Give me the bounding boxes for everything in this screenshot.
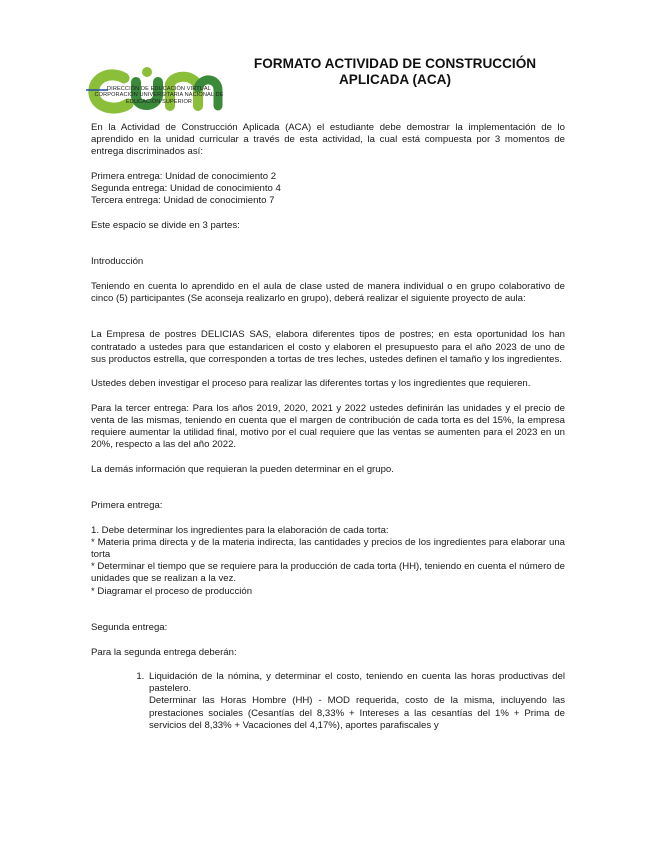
second-delivery-list <box>91 671 565 732</box>
first-delivery-items <box>91 525 565 598</box>
intro-paragraph: En la Actividad de Construcción Aplicada (ACA) el estudiante debe demostrar la implementación de lo aprendido en la unidad curricular a través de esta actividad, la cual está compuesta por 3 momentos de entrega discriminados así: <box>91 122 565 158</box>
introduction-paragraph: Teniendo en cuenta lo aprendido en el aula de clase usted de manera individual o en grupo colaborativo de cinco (5) participantes (Se aconseja realizarlo en grupo), deberá realizar el siguiente proyecto de aula: <box>91 280 565 304</box>
group-info-paragraph: La demás información que requieran la pueden determinar en el grupo. <box>91 463 394 475</box>
first-delivery-item: * Determinar el tiempo que se requiere para la producción de cada torta (HH), teniendo en cuenta el número de unidades que se realizan a la vez. <box>91 561 565 585</box>
investigate-paragraph: Ustedes deben investigar el proceso para realizar las diferentes tortas y los ingredientes que requieren. <box>91 378 531 390</box>
title-line-1: FORMATO ACTIVIDAD DE CONSTRUCCIÓN <box>253 56 537 71</box>
logo-caption <box>84 86 234 105</box>
second-delivery-heading: Segunda entrega: <box>91 622 168 634</box>
delivery-item: Tercera entrega: Unidad de conocimiento 7 <box>91 195 275 207</box>
second-delivery-intro: Para la segunda entrega deberán: <box>91 646 237 658</box>
first-delivery-item: * Diagramar el proceso de producción <box>91 585 253 597</box>
third-delivery-paragraph: Para la tercer entrega: Para los años 2019, 2020, 2021 y 2022 ustedes definirán las unidades y el precio de venta de las mismas, teniendo en cuenta que el margen de contribución de cada torta es del 15%, la empresa requiere aumentar la utilidad final, motivo por el cual requiere que las ventas se aumenten para el 2023 en un 20%, respecto a las del año 2022. <box>91 402 565 451</box>
delivery-item: Segunda entrega: Unidad de conocimiento 4 <box>91 183 281 194</box>
first-delivery-item: * Materia prima directa y de la materia indirecta, las cantidades y precios de los ingredientes para elaborar una torta <box>91 536 565 560</box>
delivery-item: Primera entrega: Unidad de conocimiento 2 <box>91 170 277 182</box>
deliveries-list <box>91 171 565 208</box>
document-body <box>91 122 565 732</box>
first-delivery-item: 1. Debe determinar los ingredientes para la elaboración de cada torta: <box>91 524 389 536</box>
second-delivery-item-detail: Determinar las Horas Hombre (HH) - MOD requerida, costo de la misma, incluyendo las prestaciones sociales (Cesantías del 8,33% + Intereses a las cesantías del 1% + Prima de servicios del 8,33% + Vacaciones del 4,17%), aportes parafiscales y <box>149 695 565 731</box>
first-delivery-heading: Primera entrega: <box>91 500 163 512</box>
company-paragraph: La Empresa de postres DELICIAS SAS, elabora diferentes tipos de postres; en esta oportunidad los han contratado a ustedes para que estandaricen el costo y elaboren el presupuesto para el año 2023 de uno de sus productos estrella, que corresponden a tortas de tres leches, ustedes definen el tamaño y los ingredientes. <box>91 329 565 365</box>
introduction-heading: Introducción <box>91 256 144 268</box>
institution-logo <box>84 66 224 116</box>
logo-line-2: CORPORACIÓN UNIVERSITARIA NACIONAL DE <box>94 92 224 99</box>
logo-line-1: DIRECCIÓN DE EDUCACIÓN VIRTUAL <box>107 86 211 92</box>
second-delivery-item <box>147 671 565 732</box>
title-line-2: APLICADA (ACA) <box>338 72 451 87</box>
space-divided-text: Este espacio se divide en 3 partes: <box>91 219 240 231</box>
document-title <box>230 56 560 88</box>
logo-line-3: EDUCACIÓN SUPERIOR <box>125 98 193 105</box>
second-delivery-item-text: Liquidación de la nómina, y determinar el costo, teniendo en cuenta las horas productivas del pastelero. <box>149 670 565 695</box>
